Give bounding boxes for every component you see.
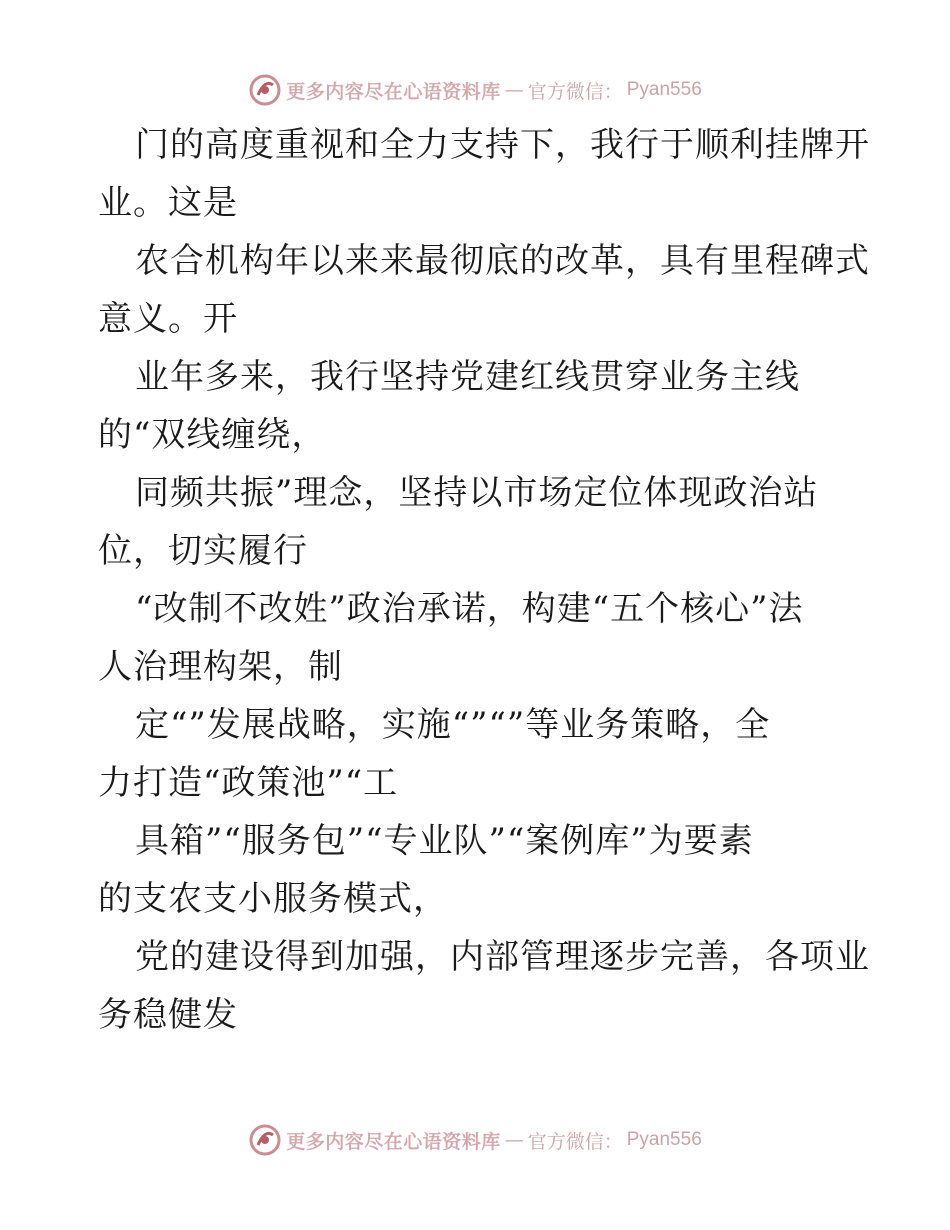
body-line: 意义。开: [98, 299, 238, 339]
header-watermark: [0, 70, 950, 110]
body-line: 党的建设得到加强，内部管理逐步完善，各项业: [135, 937, 870, 977]
brand-logo-icon: [248, 73, 282, 107]
body-line: 农合机构年以来来最彻底的改革，具有里程碑式: [135, 241, 870, 281]
body-line: 的“双线缠绕，: [98, 415, 327, 455]
header-dash: —: [504, 79, 524, 101]
body-line: 人治理构架，制: [98, 647, 343, 687]
body-line: 同频共振”理念，坚持以市场定位体现政治站: [135, 473, 819, 513]
body-line: 业年多来，我行坚持党建红线贯穿业务主线: [135, 357, 800, 397]
footer-dash: —: [504, 1129, 524, 1151]
body-line: 门的高度重视和全力支持下，我行于顺利挂牌开: [135, 125, 870, 165]
header-wechat-label: 官方微信：: [527, 80, 623, 103]
body-line: “改制不改姓”政治承诺，构建“五个核心”法: [135, 589, 804, 629]
brand-logo-icon: [248, 1123, 282, 1157]
body-line: 力打造“政策池”“工: [98, 763, 399, 803]
body-line: 务稳健发: [98, 995, 238, 1035]
footer-brand-text: 更多内容尽在心语资料库: [286, 1130, 501, 1153]
header-brand-text: 更多内容尽在心语资料库: [286, 80, 501, 103]
body-line: 定“”发展战略，实施“”“”等业务策略，全: [135, 705, 771, 745]
header-wechat-id: Pyan556: [626, 79, 702, 100]
body-line: 的支农支小服务模式，: [98, 879, 448, 919]
body-line: 位，切实履行: [98, 531, 308, 571]
document-body: [98, 116, 870, 1044]
footer-watermark: [0, 1120, 950, 1160]
footer-wechat-id: Pyan556: [626, 1129, 702, 1150]
body-line: 业。这是: [98, 183, 238, 223]
body-line: 具箱”“服务包”“专业队”“案例库”为要素: [135, 821, 754, 861]
footer-wechat-label: 官方微信：: [527, 1130, 623, 1153]
